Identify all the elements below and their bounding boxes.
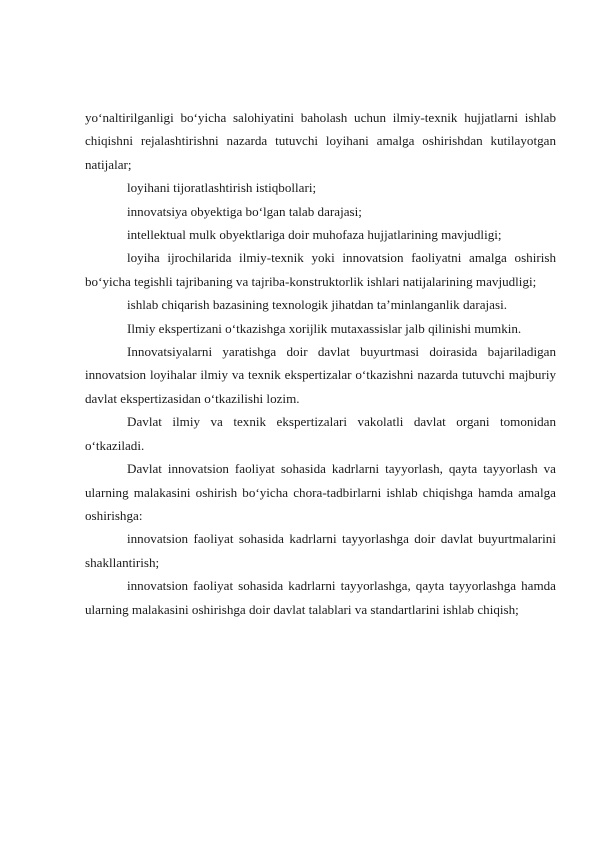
- list-item-state-orders: innovatsion faoliyat sohasida kadrlarni tayyorlashga doir davlat buyurtmalarini shakllantirish;: [85, 531, 556, 570]
- list-item-production-base: ishlab chiqarish bazasining texnologik jihatdan ta’minlanganlik darajasi.: [127, 297, 507, 313]
- paragraph-foreign-experts: Ilmiy ekspertizani o‘tkazishga xorijlik mutaxassislar jalb qilinishi mumkin.: [127, 320, 522, 336]
- paragraph-authorized-body: Davlat ilmiy va texnik ekspertizalari vakolatli davlat organi tomonidan o‘tkaziladi.: [85, 414, 556, 453]
- list-item-standards: innovatsion faoliyat sohasida kadrlarni tayyorlashga, qayta tayyorlashga hamda ularning malakasini oshirishga doir davlat talablari va standartlarini ishlab chiqish;: [85, 578, 556, 617]
- list-item-demand-level: innovatsiya obyektiga bo‘lgan talab darajasi;: [127, 203, 362, 219]
- paragraph-continuation: yo‘naltirilganligi bo‘yicha salohiyatini baholash uchun ilmiy-texnik hujjatlarni ishlab chiqishni rejalashtirishni nazarda tutuvchi loyihani amalga oshirishdan kutilayotgan natijalar;: [85, 110, 556, 172]
- body-text: [85, 106, 556, 621]
- list-item-executor-experience: loyiha ijrochilarida ilmiy-texnik yoki innovatsion faoliyatni amalga oshirish bo‘yicha tegishli tajribaning va tajriba-konstruktorlik ishlari natijalarining mavjudligi;: [85, 250, 556, 289]
- paragraph-personnel-training: Davlat innovatsion faoliyat sohasida kadrlarni tayyorlash, qayta tayyorlash va ularning malakasini oshirish bo‘yicha chora-tadbirlarni ishlab chiqishga hamda amalga oshirishga:: [85, 461, 556, 523]
- paragraph-state-expertise: Innovatsiyalarni yaratishga doir davlat buyurtmasi doirasida bajariladigan innovatsion loyihalar ilmiy va texnik ekspertizalar o‘tkazishni nazarda tutuvchi majburiy davlat ekspertizasidan o‘tkazilishi lozim.: [85, 344, 556, 406]
- list-item-commercialization: loyihani tijoratlashtirish istiqbollari;: [127, 180, 317, 196]
- list-item-ip-protection: intellektual mulk obyektlariga doir muhofaza hujjatlarining mavjudligi;: [127, 227, 502, 243]
